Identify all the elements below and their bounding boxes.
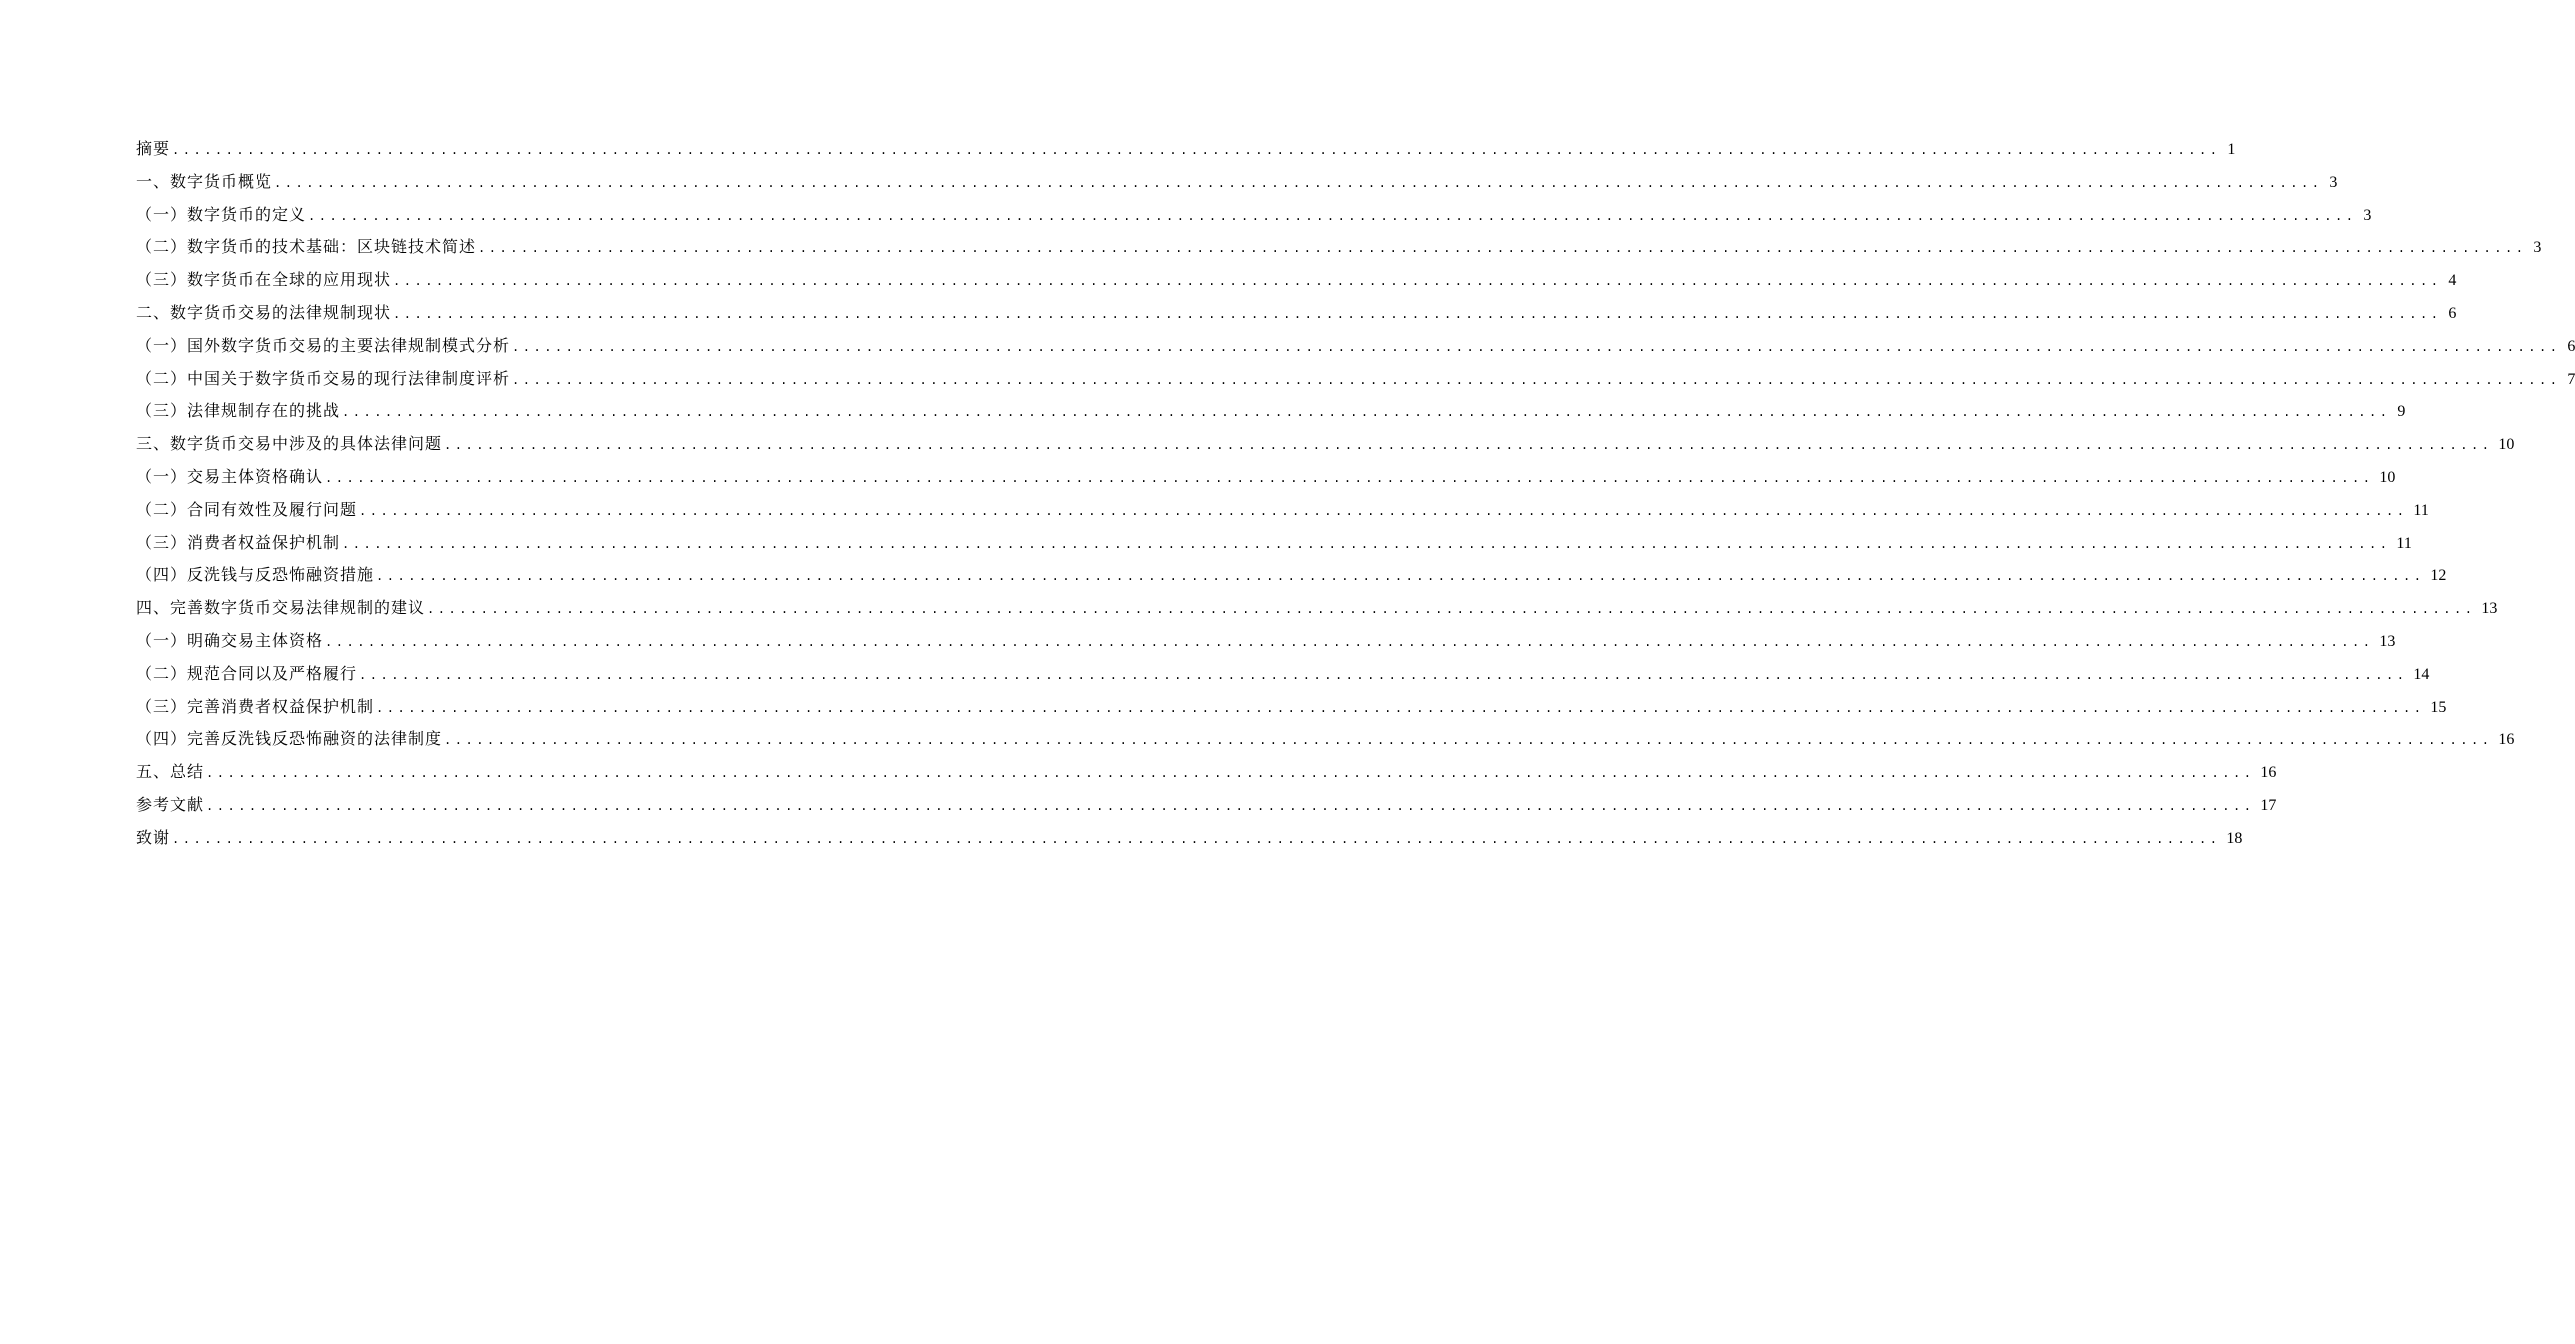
toc-entry-title: （一）明确交易主体资格 [136,630,324,650]
toc-dot-leader: ............................................................................................................................................................................................... [512,339,2561,354]
toc-entry-section-3-2[interactable] [136,498,2429,531]
toc-page-number: 12 [2430,567,2447,585]
toc-page-number: 11 [2396,534,2412,552]
toc-dot-leader: ............................................................................................................................................................................................... [376,569,2425,584]
toc-dot-leader: ............................................................................................................................................................................................... [444,733,2493,748]
toc-page-number: 13 [2481,600,2498,618]
toc-entry-title: （二）规范合同以及严格履行 [136,663,358,683]
toc-dot-leader: ............................................................................................................................................................................................... [342,536,2391,551]
toc-dot-leader: ............................................................................................................................................................................................... [172,831,2221,846]
toc-entry-title: （一）数字货币的定义 [136,204,307,224]
toc-page-number: 10 [2498,436,2515,454]
toc-entry-title: （二）中国关于数字货币交易的现行法律制度评析 [136,368,511,388]
toc-entry-section-2-2[interactable] [136,367,2575,400]
toc-entry-acknowledgements[interactable] [136,826,2243,859]
toc-entry-section-4-1[interactable] [136,629,2396,662]
toc-entry-chapter-4[interactable] [136,596,2498,629]
toc-dot-leader: ............................................................................................................................................................................................... [325,634,2374,649]
toc-entry-title: （三）法律规制存在的挑战 [136,401,341,421]
toc-entry-section-4-2[interactable] [136,662,2430,695]
toc-page-number: 14 [2413,665,2430,683]
toc-page-number: 9 [2397,403,2406,421]
toc-entry-title: （二）数字货币的技术基础：区块链技术简述 [136,237,477,257]
table-of-contents [136,137,2575,859]
toc-dot-leader: ............................................................................................................................................................................................... [308,208,2357,223]
toc-dot-leader: ............................................................................................................................................................................................... [427,602,2476,617]
toc-page-number: 7 [2567,370,2575,388]
toc-entry-title: 致谢 [136,827,171,847]
toc-entry-title: 三、数字货币交易中涉及的具体法律问题 [136,434,443,454]
toc-entry-title: 一、数字货币概览 [136,171,273,191]
toc-entry-section-2-3[interactable] [136,399,2406,432]
toc-entry-section-3-1[interactable] [136,465,2396,498]
toc-dot-leader: ............................................................................................................................................................................................... [172,143,2221,157]
toc-entry-chapter-5[interactable] [136,760,2277,793]
toc-entry-title: 五、总结 [136,762,205,782]
toc-page-number: 6 [2448,304,2457,322]
toc-dot-leader: ............................................................................................................................................................................................... [393,274,2442,289]
toc-entry-section-4-3[interactable] [136,695,2447,728]
toc-entry-title: 二、数字货币交易的法律规制现状 [136,302,392,322]
toc-entry-title: 摘要 [136,139,171,158]
toc-dot-leader: ............................................................................................................................................................................................... [478,241,2527,256]
toc-entry-abstract[interactable] [136,137,2236,170]
toc-page-number: 3 [2363,206,2372,224]
toc-entry-chapter-1[interactable] [136,170,2338,203]
toc-page-number: 4 [2448,272,2457,290]
toc-page-number: 13 [2379,632,2396,650]
toc-dot-leader: ............................................................................................................................................................................................... [274,175,2323,190]
toc-dot-leader: ............................................................................................................................................................................................... [359,667,2408,682]
toc-entry-section-1-1[interactable] [136,203,2372,236]
toc-entry-references[interactable] [136,793,2277,826]
toc-entry-title: （三）数字货币在全球的应用现状 [136,270,392,290]
toc-dot-leader: ............................................................................................................................................................................................... [206,766,2255,781]
toc-page-number: 3 [2533,239,2542,257]
toc-page-number: 10 [2379,468,2396,486]
toc-entry-section-1-3[interactable] [136,268,2457,301]
toc-entry-section-3-3[interactable] [136,531,2412,564]
toc-page-number: 16 [2260,764,2277,782]
toc-page-number: 17 [2260,796,2277,814]
toc-page-number: 15 [2430,698,2447,716]
toc-entry-section-1-2[interactable] [136,235,2542,268]
toc-entry-title: （四）完善反洗钱反恐怖融资的法律制度 [136,729,443,749]
toc-entry-title: （四）反洗钱与反恐怖融资措施 [136,565,375,585]
toc-dot-leader: ............................................................................................................................................................................................... [512,372,2561,387]
toc-entry-title: （三）消费者权益保护机制 [136,532,341,552]
toc-entry-section-4-4[interactable] [136,727,2515,760]
toc-page-number: 1 [2227,141,2236,158]
toc-page-number: 6 [2567,337,2575,355]
toc-page-number: 18 [2226,829,2243,847]
toc-entry-chapter-3[interactable] [136,432,2515,465]
toc-dot-leader: ............................................................................................................................................................................................... [393,306,2442,321]
toc-entry-title: （二）合同有效性及履行问题 [136,499,358,519]
toc-page-number: 3 [2329,173,2338,191]
toc-dot-leader: ............................................................................................................................................................................................... [206,798,2255,813]
toc-entry-title: （三）完善消费者权益保护机制 [136,696,375,716]
toc-entry-title: 参考文献 [136,794,205,814]
toc-dot-leader: ............................................................................................................................................................................................... [376,700,2425,715]
toc-entry-section-3-4[interactable] [136,563,2447,596]
toc-page-number: 11 [2413,501,2429,519]
toc-entry-section-2-1[interactable] [136,334,2575,367]
toc-page-number: 16 [2498,731,2515,749]
toc-entry-title: （一）国外数字货币交易的主要法律规制模式分析 [136,335,511,355]
toc-dot-leader: ............................................................................................................................................................................................... [444,438,2493,453]
toc-dot-leader: ............................................................................................................................................................................................... [342,405,2391,420]
toc-entry-title: 四、完善数字货币交易法律规制的建议 [136,598,426,618]
toc-entry-chapter-2[interactable] [136,301,2457,334]
toc-entry-title: （一）交易主体资格确认 [136,466,324,486]
toc-dot-leader: ............................................................................................................................................................................................... [359,503,2408,518]
toc-dot-leader: ............................................................................................................................................................................................... [325,470,2374,485]
